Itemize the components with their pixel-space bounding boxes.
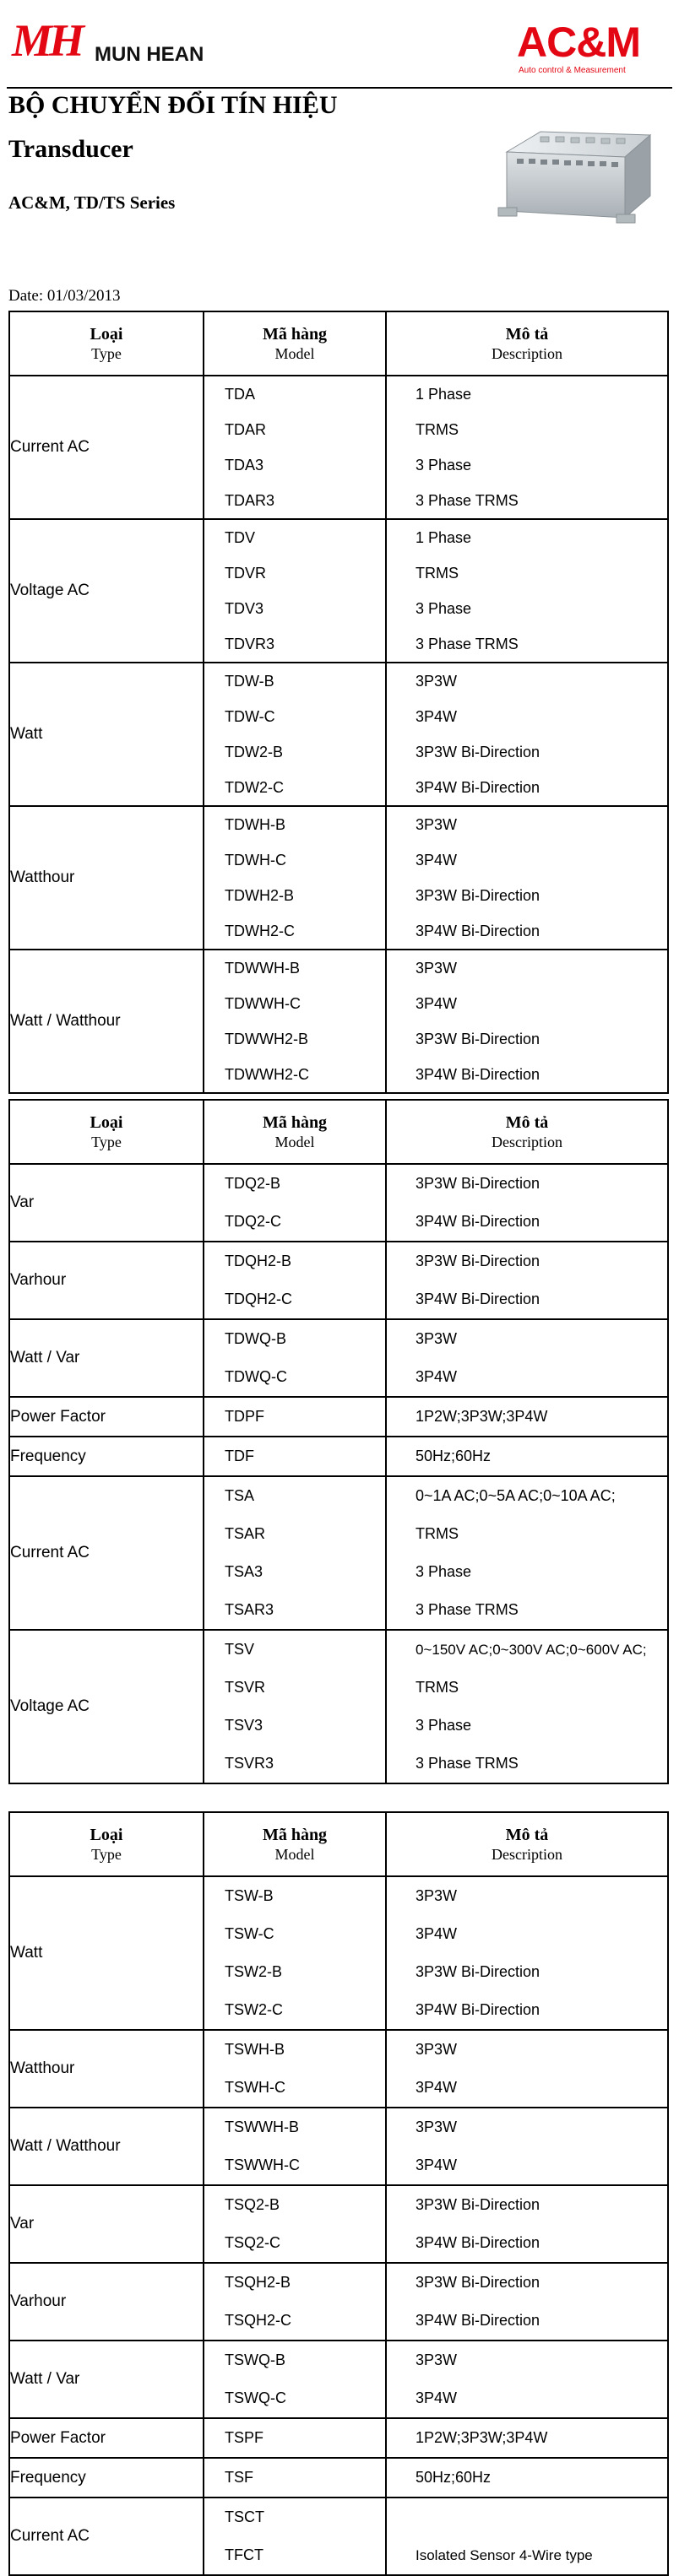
model-cell bbox=[204, 2341, 386, 2418]
model-code: TDVR3 bbox=[225, 635, 275, 652]
column-header-model-en: Model bbox=[274, 1134, 315, 1150]
model-description: 3P4W Bi-Direction bbox=[416, 2234, 540, 2251]
table-row bbox=[9, 2418, 668, 2458]
description-cell bbox=[386, 2418, 668, 2458]
model-cell bbox=[204, 2263, 386, 2341]
model-code: TDWWH2-B bbox=[225, 1030, 308, 1047]
model-cell bbox=[204, 2030, 386, 2108]
model-code: TDWH-B bbox=[225, 815, 285, 833]
column-header-model bbox=[204, 311, 386, 376]
model-description: 3 Phase bbox=[416, 599, 472, 617]
model-description: 3 Phase TRMS bbox=[416, 1601, 519, 1618]
document-title-en: Transducer bbox=[8, 135, 133, 163]
model-description: 3P4W bbox=[416, 2079, 458, 2096]
model-code: TDW-C bbox=[225, 707, 275, 725]
model-cell bbox=[204, 1397, 386, 1437]
model-description: 3P4W bbox=[416, 1368, 458, 1385]
type-cell: Watt bbox=[9, 1876, 204, 2030]
model-description: 3P3W Bi-Direction bbox=[416, 1030, 540, 1047]
table-header-row bbox=[9, 1100, 668, 1164]
model-description: 3P3W Bi-Direction bbox=[416, 743, 540, 760]
column-header-description-en: Description bbox=[492, 1134, 562, 1150]
table-row bbox=[9, 950, 668, 1093]
model-description: 3P3W Bi-Direction bbox=[416, 1963, 540, 1980]
table-row bbox=[9, 1437, 668, 1476]
type-cell: Var bbox=[9, 2185, 204, 2263]
model-description: 3P4W bbox=[416, 2389, 458, 2406]
description-cell bbox=[386, 1876, 668, 2030]
table-row bbox=[9, 519, 668, 663]
model-code: TSCT bbox=[225, 2508, 264, 2525]
model-description: 1 Phase bbox=[416, 528, 472, 546]
model-code: TSWH-B bbox=[225, 2041, 285, 2058]
acm-logo-word: AC&M bbox=[517, 19, 640, 66]
table-row bbox=[9, 1630, 668, 1783]
model-description: 3P4W Bi-Direction bbox=[416, 1065, 540, 1083]
table-row bbox=[9, 2263, 668, 2341]
model-code: TSW-B bbox=[225, 1887, 274, 1904]
model-cell bbox=[204, 806, 386, 950]
model-code: TDW-B bbox=[225, 672, 274, 690]
model-cell bbox=[204, 1319, 386, 1397]
model-description: 3 Phase bbox=[416, 1717, 472, 1734]
type-cell: Frequency bbox=[9, 2458, 204, 2498]
column-header-description bbox=[386, 1812, 668, 1876]
table-row bbox=[9, 663, 668, 806]
description-cell bbox=[386, 1242, 668, 1319]
column-header-model-en: Model bbox=[274, 1846, 315, 1863]
column-header-type-en: Type bbox=[91, 345, 122, 362]
description-cell bbox=[386, 2108, 668, 2185]
column-header-description-vi: Mô tả bbox=[505, 1826, 549, 1844]
description-cell bbox=[386, 376, 668, 519]
description-cell bbox=[386, 1630, 668, 1783]
model-code: TSVR bbox=[225, 1679, 266, 1696]
model-description: 3P3W bbox=[416, 1330, 458, 1347]
model-cell bbox=[204, 1476, 386, 1630]
description-cell bbox=[386, 2498, 668, 2575]
column-header-type-vi: Loại bbox=[90, 325, 123, 344]
model-code: TSF bbox=[225, 2469, 253, 2486]
table-row bbox=[9, 2498, 668, 2575]
type-cell: Current AC bbox=[9, 376, 204, 519]
type-cell: Watt / Watthour bbox=[9, 2108, 204, 2185]
model-code: TSWQ-B bbox=[225, 2351, 285, 2368]
model-description: 3P3W bbox=[416, 2119, 458, 2135]
model-cell bbox=[204, 2108, 386, 2185]
model-description: Isolated Sensor 4-Wire type bbox=[416, 2546, 593, 2563]
model-cell bbox=[204, 1164, 386, 1242]
model-code: TSV bbox=[225, 1641, 255, 1658]
model-description: 3P4W bbox=[416, 2157, 458, 2173]
model-code: TDWH-C bbox=[225, 851, 286, 869]
model-code: TSQH2-C bbox=[225, 2312, 292, 2329]
model-code: TSWH-C bbox=[225, 2079, 285, 2096]
table-row bbox=[9, 2108, 668, 2185]
model-code: TFCT bbox=[225, 2546, 263, 2563]
type-cell: Voltage AC bbox=[9, 519, 204, 663]
acm-logo-tagline: Auto control & Measurement bbox=[519, 66, 626, 75]
description-cell bbox=[386, 663, 668, 806]
model-description: 3P3W Bi-Direction bbox=[416, 1175, 540, 1192]
model-code: TSQ2-B bbox=[225, 2196, 280, 2213]
model-code: TDW2-C bbox=[225, 778, 284, 796]
model-description: 3P3W Bi-Direction bbox=[416, 886, 540, 904]
acm-logo bbox=[517, 19, 652, 78]
model-description: 3P4W Bi-Direction bbox=[416, 1213, 540, 1230]
model-code: TSA3 bbox=[225, 1563, 263, 1580]
model-description: 0~1A AC;0~5A AC;0~10A AC; bbox=[416, 1487, 616, 1504]
model-description: 3 Phase TRMS bbox=[416, 491, 519, 509]
type-cell: Watthour bbox=[9, 2030, 204, 2108]
description-cell bbox=[386, 2263, 668, 2341]
table-row bbox=[9, 1476, 668, 1630]
table-row bbox=[9, 1242, 668, 1319]
column-header-model-vi: Mã hàng bbox=[262, 1826, 328, 1844]
column-header-model-vi: Mã hàng bbox=[262, 325, 328, 344]
model-description: TRMS bbox=[416, 420, 459, 438]
column-header-type bbox=[9, 1812, 204, 1876]
model-code: TSW2-B bbox=[225, 1963, 283, 1980]
model-cell bbox=[204, 1630, 386, 1783]
table-row bbox=[9, 806, 668, 950]
series-name: AC&M, TD/TS Series bbox=[8, 192, 176, 213]
description-cell bbox=[386, 1164, 668, 1242]
model-cell bbox=[204, 519, 386, 663]
model-code: TDWH2-C bbox=[225, 922, 295, 939]
description-cell bbox=[386, 1319, 668, 1397]
model-code: TDWQ-B bbox=[225, 1330, 286, 1347]
table-row bbox=[9, 2185, 668, 2263]
table-row bbox=[9, 2341, 668, 2418]
column-header-description-vi: Mô tả bbox=[505, 325, 549, 344]
model-code: TSWWH-C bbox=[225, 2157, 300, 2173]
model-description: TRMS bbox=[416, 1525, 459, 1542]
model-code: TDA3 bbox=[225, 456, 264, 474]
model-cell bbox=[204, 376, 386, 519]
table-header-row bbox=[9, 311, 668, 376]
model-cell bbox=[204, 1242, 386, 1319]
table-row bbox=[9, 1876, 668, 2030]
description-cell bbox=[386, 2458, 668, 2498]
model-description: 1P2W;3P3W;3P4W bbox=[416, 2429, 548, 2446]
header-divider bbox=[7, 87, 672, 89]
model-description: 3P3W bbox=[416, 1887, 458, 1904]
model-description: 1P2W;3P3W;3P4W bbox=[416, 1408, 548, 1425]
model-description: 3 Phase bbox=[416, 1563, 472, 1580]
table-row bbox=[9, 1164, 668, 1242]
model-description: 3P3W Bi-Direction bbox=[416, 2274, 540, 2291]
description-cell bbox=[386, 950, 668, 1093]
model-code: TDW2-B bbox=[225, 743, 283, 760]
model-cell bbox=[204, 2458, 386, 2498]
table-row bbox=[9, 1319, 668, 1397]
column-header-description bbox=[386, 311, 668, 376]
model-description: 3P4W bbox=[416, 1925, 458, 1942]
model-cell bbox=[204, 950, 386, 1093]
type-cell: Varhour bbox=[9, 1242, 204, 1319]
model-code: TDPF bbox=[225, 1408, 264, 1425]
column-header-model bbox=[204, 1812, 386, 1876]
table-header-row bbox=[9, 1812, 668, 1876]
model-code: TDF bbox=[225, 1448, 254, 1464]
model-code: TSWQ-C bbox=[225, 2389, 286, 2406]
model-description: 3P4W Bi-Direction bbox=[416, 2001, 540, 2018]
model-cell bbox=[204, 663, 386, 806]
column-header-type-vi: Loại bbox=[90, 1826, 123, 1844]
munhean-logo-letters: MH bbox=[12, 15, 82, 66]
spec-table bbox=[8, 1811, 669, 2576]
type-cell: Power Factor bbox=[9, 1397, 204, 1437]
model-description: 3P4W Bi-Direction bbox=[416, 922, 540, 939]
type-cell: Frequency bbox=[9, 1437, 204, 1476]
model-description: 3P3W bbox=[416, 2351, 458, 2368]
transducer-device-icon bbox=[490, 127, 659, 228]
type-cell: Voltage AC bbox=[9, 1630, 204, 1783]
model-code: TSW2-C bbox=[225, 2001, 283, 2018]
model-description: 3P4W bbox=[416, 994, 458, 1012]
model-code: TDQ2-C bbox=[225, 1213, 281, 1230]
column-header-model-en: Model bbox=[274, 345, 315, 362]
model-code: TDQH2-B bbox=[225, 1253, 292, 1269]
model-cell bbox=[204, 2498, 386, 2575]
column-header-type bbox=[9, 311, 204, 376]
model-description: TRMS bbox=[416, 564, 459, 582]
model-code: TDQ2-B bbox=[225, 1175, 281, 1192]
column-header-description-en: Description bbox=[492, 1846, 562, 1863]
type-cell: Varhour bbox=[9, 2263, 204, 2341]
model-description: 1 Phase bbox=[416, 385, 472, 403]
column-header-type-en: Type bbox=[91, 1134, 122, 1150]
table-row bbox=[9, 2458, 668, 2498]
description-cell bbox=[386, 2030, 668, 2108]
type-cell: Watthour bbox=[9, 806, 204, 950]
model-description: 3P4W Bi-Direction bbox=[416, 2312, 540, 2329]
model-description: 3 Phase TRMS bbox=[416, 635, 519, 652]
description-cell bbox=[386, 519, 668, 663]
model-code: TDA bbox=[225, 385, 255, 403]
model-description: 3P3W bbox=[416, 2041, 458, 2058]
model-code: TSW-C bbox=[225, 1925, 274, 1942]
model-code: TDWWH-B bbox=[225, 959, 300, 977]
column-header-type bbox=[9, 1100, 204, 1164]
model-description: 50Hz;60Hz bbox=[416, 1448, 492, 1464]
model-description: 3P4W bbox=[416, 851, 458, 869]
description-cell bbox=[386, 806, 668, 950]
model-description: 3P3W bbox=[416, 815, 458, 833]
model-description bbox=[387, 2498, 667, 2536]
model-code: TDAR bbox=[225, 420, 266, 438]
model-description: 3P4W bbox=[416, 707, 458, 725]
model-code: TDWH2-B bbox=[225, 886, 294, 904]
model-code: TSWWH-B bbox=[225, 2119, 299, 2135]
model-description: 3P3W bbox=[416, 672, 458, 690]
type-cell: Var bbox=[9, 1164, 204, 1242]
model-description: 3P3W Bi-Direction bbox=[416, 1253, 540, 1269]
spec-table bbox=[8, 1099, 669, 1784]
munhean-logo bbox=[12, 15, 204, 66]
model-cell bbox=[204, 1876, 386, 2030]
model-cell bbox=[204, 2418, 386, 2458]
spec-table bbox=[8, 311, 669, 1094]
type-cell: Current AC bbox=[9, 2498, 204, 2575]
model-description: 50Hz;60Hz bbox=[416, 2469, 492, 2486]
model-code: TSQ2-C bbox=[225, 2234, 281, 2251]
model-code: TSVR3 bbox=[225, 1755, 274, 1772]
model-code: TDV3 bbox=[225, 599, 264, 617]
model-code: TSQH2-B bbox=[225, 2274, 291, 2291]
model-description: 3 Phase bbox=[416, 456, 472, 474]
type-cell: Watt bbox=[9, 663, 204, 806]
model-description: 3P4W Bi-Direction bbox=[416, 778, 540, 796]
model-code: TSV3 bbox=[225, 1717, 263, 1734]
description-cell bbox=[386, 2341, 668, 2418]
column-header-type-en: Type bbox=[91, 1846, 122, 1863]
column-header-description-vi: Mô tả bbox=[505, 1113, 549, 1132]
model-code: TDWQ-C bbox=[225, 1368, 287, 1385]
model-code: TSAR3 bbox=[225, 1601, 274, 1618]
type-cell: Watt / Watthour bbox=[9, 950, 204, 1093]
model-description: TRMS bbox=[416, 1679, 459, 1696]
model-description: 3P3W bbox=[416, 959, 458, 977]
model-code: TDWWH-C bbox=[225, 994, 301, 1012]
munhean-logo-name: MUN HEAN bbox=[95, 43, 204, 66]
type-cell: Watt / Var bbox=[9, 2341, 204, 2418]
table-row bbox=[9, 376, 668, 519]
model-code: TSPF bbox=[225, 2429, 264, 2446]
column-header-description bbox=[386, 1100, 668, 1164]
column-header-model bbox=[204, 1100, 386, 1164]
model-description: 3P4W Bi-Direction bbox=[416, 1291, 540, 1307]
description-cell bbox=[386, 1437, 668, 1476]
model-description: 3 Phase TRMS bbox=[416, 1755, 519, 1772]
description-cell bbox=[386, 1397, 668, 1437]
table-row bbox=[9, 2030, 668, 2108]
model-code: TSA bbox=[225, 1487, 255, 1504]
model-cell bbox=[204, 1437, 386, 1476]
document-date: Date: 01/03/2013 bbox=[8, 287, 121, 305]
model-code: TSAR bbox=[225, 1525, 266, 1542]
column-header-type-vi: Loại bbox=[90, 1113, 123, 1132]
document-title-vi: BỘ CHUYỂN ĐỔI TÍN HIỆU bbox=[8, 91, 338, 119]
model-code: TDVR bbox=[225, 564, 266, 582]
type-cell: Watt / Var bbox=[9, 1319, 204, 1397]
table-row bbox=[9, 1397, 668, 1437]
column-header-description-en: Description bbox=[492, 345, 562, 362]
type-cell: Current AC bbox=[9, 1476, 204, 1630]
type-cell: Power Factor bbox=[9, 2418, 204, 2458]
model-description: 0~150V AC;0~300V AC;0~600V AC; bbox=[416, 1641, 647, 1658]
model-code: TDAR3 bbox=[225, 491, 275, 509]
description-cell bbox=[386, 1476, 668, 1630]
model-code: TDV bbox=[225, 528, 255, 546]
description-cell bbox=[386, 2185, 668, 2263]
model-code: TDQH2-C bbox=[225, 1291, 292, 1307]
model-description: 3P3W Bi-Direction bbox=[416, 2196, 540, 2213]
model-cell bbox=[204, 2185, 386, 2263]
column-header-model-vi: Mã hàng bbox=[262, 1113, 328, 1132]
model-code: TDWWH2-C bbox=[225, 1065, 309, 1083]
